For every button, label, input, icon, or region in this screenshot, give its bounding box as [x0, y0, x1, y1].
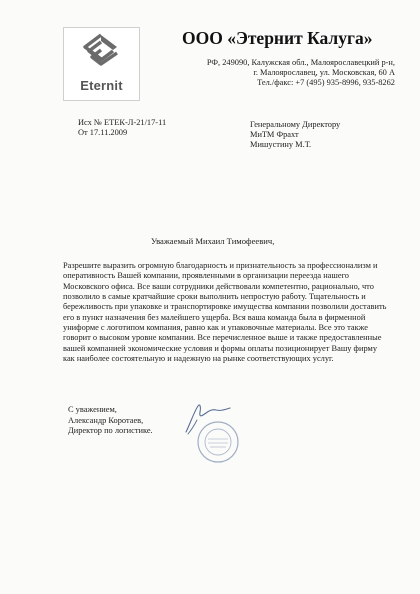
address-line: РФ, 249090, Калужская обл., Малоярославецкий р-н, [206, 58, 395, 67]
body-line: вашей компанией экономические условия и формы оплаты позиционирует Вашу фирму [63, 343, 378, 353]
eternit-logo-icon [76, 32, 126, 76]
recipient-name: Мишустину М.Т. [250, 140, 312, 150]
body-line: униформе с логотипом компания, равно как и упаковочные материалы. Все это также [63, 323, 369, 333]
reference-number: Исх № ЕТЕК-Л-21/17-11 [78, 118, 167, 127]
recipient-title: Генеральному Директору [250, 120, 341, 129]
body-line: бережливость при упаковке и транспортировке имущества компании позволили доставить [63, 302, 387, 312]
signer-title: Директор по логистике. [68, 426, 153, 435]
body-line: его в пункт назначения без малейшего ущерба. Вся ваша команда была в фирменной [63, 312, 366, 322]
company-name: ООО «Этернит Калуга» [182, 28, 373, 48]
body-line: Разрешите выразить огромную благодарность и признательность за профессионализм и [63, 261, 378, 270]
outgoing-reference [78, 118, 166, 138]
recipient-company: МиТМ Фрахт [250, 130, 299, 140]
company-stamp-icon [196, 420, 240, 464]
letter-body [63, 261, 403, 364]
company-logo [63, 27, 140, 101]
body-line: оперативность Вашей компании, проявленными в организации переезда нашего [63, 271, 349, 281]
body-line: позволило в самые кратчайшие сроки выполнить непростую работу. Тщательность и [63, 292, 366, 302]
phone-line: Тел./факс: +7 (495) 935-8996, 935-8262 [257, 78, 395, 87]
closing-phrase: С уважением, [68, 405, 117, 414]
body-line: как наиболее состоятельную и надежную на рынке соответствующих услуг. [63, 354, 334, 364]
logo-wordmark: Eternit [80, 78, 123, 93]
salutation: Уважаемый Михаил Тимофеевич, [151, 236, 275, 246]
recipient-block [250, 120, 340, 151]
body-line: говорит о высоком уровне компании. Все перечисленное выше и также предоставленные [63, 333, 382, 343]
reference-date: От 17.11.2009 [78, 128, 128, 137]
company-address [190, 58, 395, 88]
closing-block [68, 405, 153, 437]
address-line: г. Малоярославец, ул. Московская, 60 А [253, 68, 395, 77]
body-line: Московского офиса. Все ваши сотрудники действовали компетентно, рационально, что [63, 281, 374, 291]
signer-name: Александр Коротаев, [68, 415, 144, 425]
